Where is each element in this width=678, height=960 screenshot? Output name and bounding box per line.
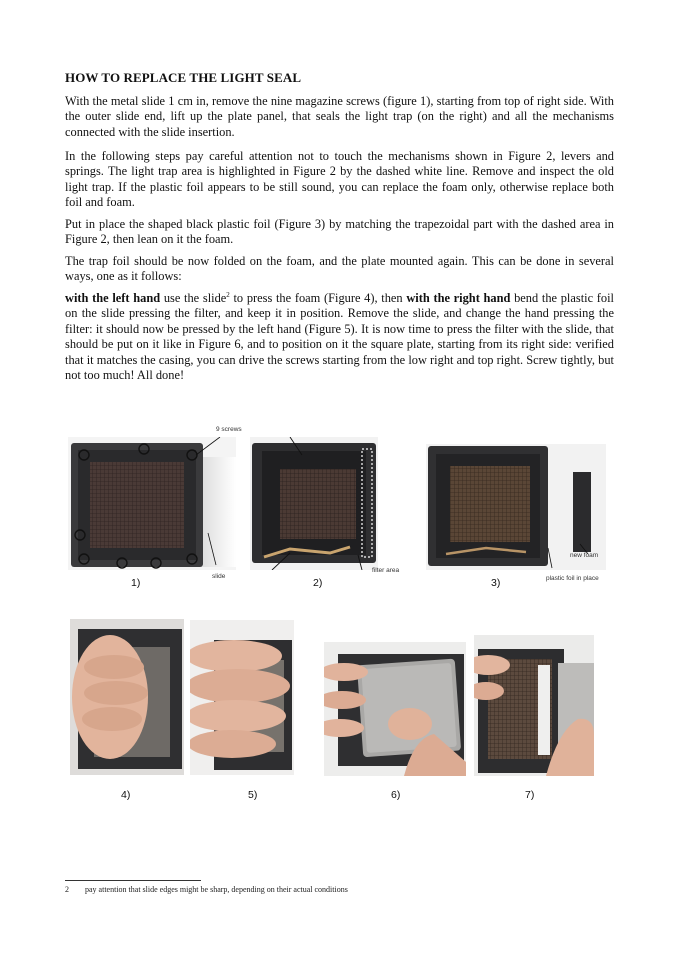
footnote — [65, 885, 348, 894]
figure-3-caption: 3) — [491, 577, 501, 589]
figure-2-image — [250, 437, 378, 570]
figure-7-image — [474, 635, 594, 776]
annotation-slide: slide — [212, 573, 226, 580]
figure-4-image — [70, 619, 184, 775]
annotation-new-foam: new foam — [570, 552, 599, 559]
figure-2-caption: 2) — [313, 577, 323, 589]
footnote-number: 2 — [65, 885, 69, 894]
paragraph-fold-foil: The trap foil should be now folded on the foam, and the plate mounted again. This can be done in several ways, one as it follows: — [65, 254, 614, 284]
figure-6-image — [324, 642, 466, 776]
figure-6-caption: 6) — [391, 789, 401, 801]
bold-left-hand: with the left hand — [65, 291, 161, 305]
paragraph-procedure — [65, 291, 614, 383]
procedure-text-2: to press the foam (Figure 4), then — [229, 291, 407, 305]
paragraph-careful-attention: In the following steps pay careful attention not to touch the mechanisms shown in Figure 2, levers and springs. The light trap area is highlighted in Figure 2 by the dashed white line. Remove and inspect the old light trap. If the plastic foil appears to be still sound, you can replace the foam only, otherwise replace both foil and foam. — [65, 149, 614, 210]
figure-7-caption: 7) — [525, 789, 535, 801]
footnote-ref: 2 — [226, 290, 230, 299]
annotation-plastic-foil: plastic foil in place — [546, 575, 599, 582]
footnote-text: pay attention that slide edges might be sharp, depending on their actual conditions — [85, 885, 348, 894]
figure-5-caption: 5) — [248, 789, 258, 801]
procedure-text-3: bend the plastic foil on the slide pressing the filter, and keep it in position. Remove the slide, and change the hand pressing the filter: it should now be pressed by the left hand (Figure 5). It is now time to press the filter with the slide, that should be put on it like in Figure 6, and to position on it the square plate, starting from its right side: verified that it matches the casing, you can drive the screws starting from the low right and top right. Screw tightly, but not too much! All done! — [65, 291, 614, 383]
figure-4-caption: 4) — [121, 789, 131, 801]
annotation-screws: 9 screws — [216, 426, 242, 433]
figure-1-caption: 1) — [131, 577, 141, 589]
footnote-separator — [65, 880, 201, 881]
section-heading: HOW TO REPLACE THE LIGHT SEAL — [65, 70, 302, 85]
figure-5-image — [190, 620, 294, 775]
paragraph-place-foil: Put in place the shaped black plastic foil (Figure 3) by matching the trapezoidal part with the dashed area in Figure 2, then lean on it the foam. — [65, 217, 614, 247]
procedure-text-1: use the slide — [160, 291, 227, 305]
bold-right-hand: with the right hand — [406, 291, 511, 305]
figure-1-image — [68, 437, 236, 570]
paragraph-remove-screws: With the metal slide 1 cm in, remove the nine magazine screws (figure 1), starting from top of right side. With the outer slide end, lift up the plate panel, that seals the light trap (on the right) and all the mechanisms connected with the slide insertion. — [65, 94, 614, 139]
annotation-filter-area: filter area — [372, 567, 400, 574]
